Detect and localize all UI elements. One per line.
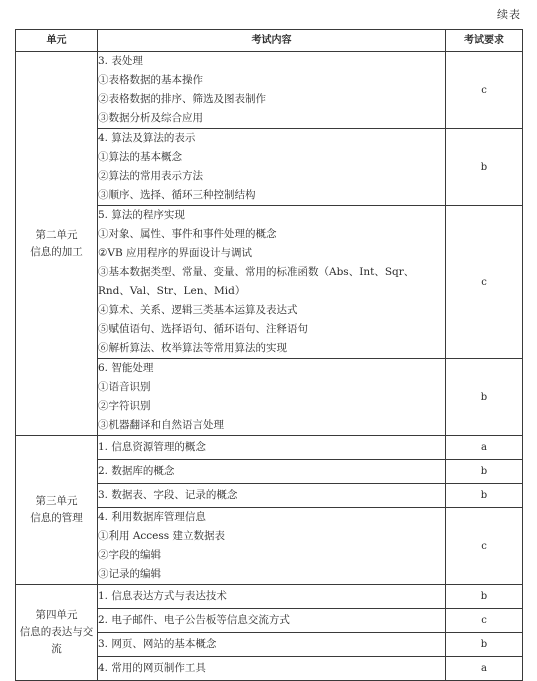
topic-title: 3. 表处理 [98, 55, 143, 67]
requirement-level: b [446, 633, 523, 657]
unit-number: 第四单元 [35, 609, 78, 621]
unit-title: 信息的表达与交流 [19, 626, 94, 655]
table-body [16, 52, 523, 681]
topic-item: ③记录的编辑 [98, 568, 161, 580]
topic-item: ①算法的基本概念 [98, 151, 182, 163]
content-cell [98, 206, 446, 359]
content-cell [98, 460, 446, 484]
topic-item: ③机器翻译和自然语言处理 [98, 419, 224, 431]
unit-title: 信息的管理 [30, 512, 83, 524]
requirement-level: b [446, 460, 523, 484]
topic-item: ④算术、关系、逻辑三类基本运算及表达式 [98, 304, 298, 316]
topic-title: 3. 数据表、字段、记录的概念 [98, 489, 238, 501]
unit-name-cell [16, 436, 98, 585]
topic-item: ③基本数据类型、常量、变量、常用的标准函数（Abs、Int、Sqr、Rnd、Val、Str、Len、Mid） [98, 266, 415, 297]
topic-item: ②表格数据的排序、筛选及图表制作 [98, 93, 266, 105]
content-cell [98, 52, 446, 129]
topic-title: 6. 智能处理 [98, 362, 154, 374]
topic-item: ③数据分析及综合应用 [98, 112, 203, 124]
unit-number: 第三单元 [35, 495, 78, 507]
topic-title: 4. 算法及算法的表示 [98, 132, 196, 144]
content-cell [98, 129, 446, 206]
content-cell [98, 585, 446, 609]
table-row [16, 585, 523, 609]
topic-title: 1. 信息表达方式与表达技术 [98, 590, 227, 602]
topic-title: 2. 电子邮件、电子公告板等信息交流方式 [98, 614, 290, 626]
content-cell [98, 508, 446, 585]
topic-item: ②算法的常用表示方法 [98, 170, 203, 182]
requirement-level: b [446, 359, 523, 436]
requirement-level: c [446, 609, 523, 633]
table-row [16, 52, 523, 129]
unit-name-cell [16, 585, 98, 681]
topic-item: ①利用 Access 建立数据表 [98, 530, 226, 542]
requirement-level: c [446, 206, 523, 359]
topic-title: 3. 网页、网站的基本概念 [98, 638, 217, 650]
topic-title: 1. 信息资源管理的概念 [98, 441, 206, 453]
content-cell [98, 359, 446, 436]
header-content: 考试内容 [98, 30, 446, 52]
topic-item: ①语音识别 [98, 381, 151, 393]
unit-number: 第二单元 [35, 228, 78, 241]
topic-item: ⑥解析算法、枚举算法等常用算法的实现 [98, 342, 287, 354]
topic-title: 5. 算法的程序实现 [98, 209, 185, 221]
topic-title: 2. 数据库的概念 [98, 465, 175, 477]
requirement-level: a [446, 657, 523, 681]
topic-item: ②字符识别 [98, 400, 151, 412]
topic-item: ③顺序、选择、循环三种控制结构 [98, 189, 256, 201]
content-cell [98, 484, 446, 508]
topic-item: ⑤赋值语句、选择语句、循环语句、注释语句 [98, 323, 308, 335]
unit-name-cell [16, 52, 98, 436]
table-row [16, 436, 523, 460]
requirement-level: b [446, 484, 523, 508]
header-requirement: 考试要求 [446, 30, 523, 52]
requirement-level: a [446, 436, 523, 460]
content-cell [98, 633, 446, 657]
exam-requirements-table [15, 29, 523, 681]
continued-label: 续表 [497, 8, 521, 21]
content-cell [98, 657, 446, 681]
unit-title: 信息的加工 [30, 245, 83, 258]
requirement-level: c [446, 508, 523, 585]
requirement-level: b [446, 129, 523, 206]
topic-item: ①对象、属性、事件和事件处理的概念 [98, 228, 277, 240]
topic-item: ②VB 应用程序的界面设计与调试 [98, 247, 253, 259]
requirement-level: c [446, 52, 523, 129]
content-cell [98, 436, 446, 460]
requirement-level: b [446, 585, 523, 609]
header-row [16, 30, 523, 52]
topic-item: ②字段的编辑 [98, 549, 161, 561]
topic-item: ①表格数据的基本操作 [98, 74, 203, 86]
topic-title: 4. 利用数据库管理信息 [98, 511, 206, 523]
header-unit: 单元 [16, 30, 98, 52]
content-cell [98, 609, 446, 633]
topic-title: 4. 常用的网页制作工具 [98, 662, 206, 674]
